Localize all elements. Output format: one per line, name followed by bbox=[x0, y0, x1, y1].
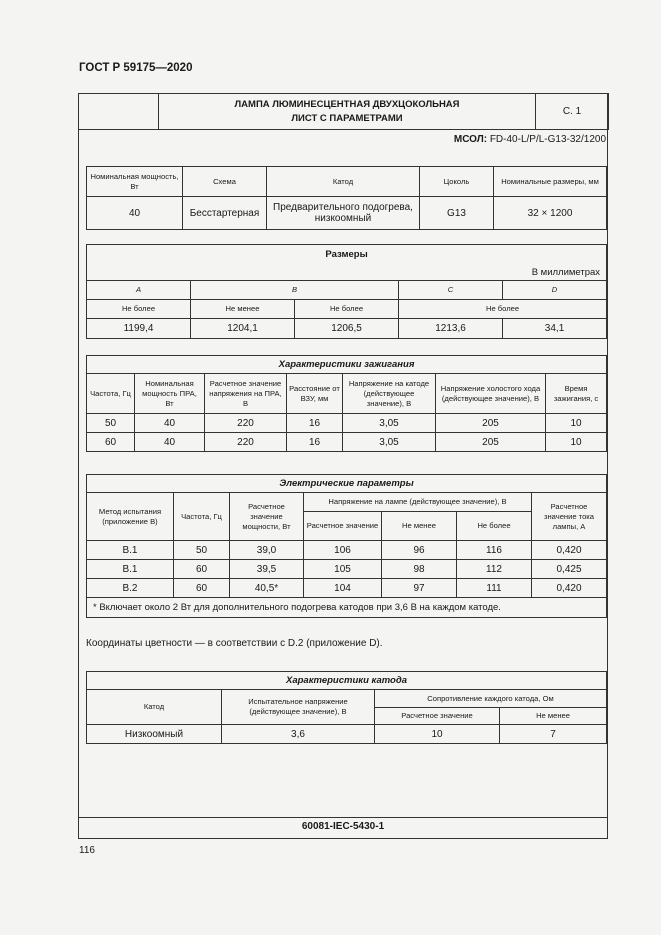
electrical-cell: 96 bbox=[382, 541, 457, 560]
electrical-cell: 50 bbox=[174, 541, 230, 560]
electrical-header: Расчетное значение тока лампы, А bbox=[532, 493, 607, 541]
dimensions-title: Размеры bbox=[87, 245, 607, 265]
title-block bbox=[78, 93, 609, 130]
main-header: Номинальные размеры, мм bbox=[494, 167, 607, 197]
electrical-cell: 97 bbox=[382, 579, 457, 598]
electrical-cell: 0,420 bbox=[532, 579, 607, 598]
ignition-cell: 40 bbox=[135, 414, 205, 433]
cathode-cell: 3,6 bbox=[222, 725, 375, 744]
electrical-title: Электрические параметры bbox=[87, 475, 607, 493]
ignition-header: Расстояние от ВЗУ, мм bbox=[287, 374, 343, 414]
ignition-cell: 3,05 bbox=[343, 433, 436, 452]
electrical-header: Метод испытания (приложение B) bbox=[87, 493, 174, 541]
ignition-title: Характеристики зажигания bbox=[87, 356, 607, 374]
ignition-cell: 220 bbox=[205, 414, 287, 433]
ignition-cell: 3,05 bbox=[343, 414, 436, 433]
sheet-title bbox=[159, 94, 536, 130]
mcol-value: FD-40-L/P/L-G13-32/1200 bbox=[489, 134, 606, 145]
dimensions-table bbox=[86, 244, 607, 339]
cathode-header: Сопротивление каждого катода, Ом bbox=[375, 690, 607, 708]
main-value: Бесстартерная bbox=[183, 197, 267, 230]
cathode-cell: Низкоомный bbox=[87, 725, 222, 744]
electrical-cell: 0,420 bbox=[532, 541, 607, 560]
dimensions-unit: В миллиметрах bbox=[87, 265, 607, 281]
dim-limit: Не более bbox=[295, 300, 399, 319]
ignition-cell: 16 bbox=[287, 414, 343, 433]
ignition-table bbox=[86, 355, 607, 452]
electrical-header: Расчетное значение мощности, Вт bbox=[230, 493, 304, 541]
dim-letter: A bbox=[87, 281, 191, 300]
ignition-header: Частота, Гц bbox=[87, 374, 135, 414]
ignition-cell: 50 bbox=[87, 414, 135, 433]
cathode-cell: 7 bbox=[500, 725, 607, 744]
ignition-cell: 10 bbox=[546, 414, 607, 433]
main-header: Номинальная мощность, Вт bbox=[87, 167, 183, 197]
cathode-subheader: Расчетное значение bbox=[375, 708, 500, 725]
dim-letter: D bbox=[503, 281, 607, 300]
ignition-header: Напряжение на катоде (действующее значение), В bbox=[343, 374, 436, 414]
electrical-cell: 40,5* bbox=[230, 579, 304, 598]
ignition-header: Номинальная мощность ПРА, Вт bbox=[135, 374, 205, 414]
electrical-subheader: Расчетное значение bbox=[304, 512, 382, 541]
electrical-footnote: * Включает около 2 Вт для дополнительного подогрева катодов при 3,6 В на каждом катоде. bbox=[87, 598, 607, 618]
ignition-cell: 40 bbox=[135, 433, 205, 452]
electrical-cell: 105 bbox=[304, 560, 382, 579]
main-value: 32 × 1200 bbox=[494, 197, 607, 230]
electrical-cell: 60 bbox=[174, 560, 230, 579]
dim-value: 1204,1 bbox=[191, 319, 295, 339]
ignition-cell: 205 bbox=[436, 433, 546, 452]
footer-divider bbox=[78, 817, 608, 818]
main-value: G13 bbox=[420, 197, 494, 230]
electrical-cell: 111 bbox=[457, 579, 532, 598]
ignition-header: Расчетное значение напряжения на ПРА, В bbox=[205, 374, 287, 414]
main-value: Предварительного подогрева, низкоомный bbox=[267, 197, 420, 230]
main-header: Схема bbox=[183, 167, 267, 197]
electrical-header: Напряжение на лампе (действующее значение), В bbox=[304, 493, 532, 512]
dim-value: 1199,4 bbox=[87, 319, 191, 339]
cathode-title: Характеристики катода bbox=[87, 672, 607, 690]
dim-value: 34,1 bbox=[503, 319, 607, 339]
ignition-cell: 16 bbox=[287, 433, 343, 452]
electrical-cell: B.2 bbox=[87, 579, 174, 598]
page-number: 116 bbox=[79, 845, 95, 856]
electrical-header: Частота, Гц bbox=[174, 493, 230, 541]
dim-value: 1213,6 bbox=[399, 319, 503, 339]
standard-number: ГОСТ Р 59175—2020 bbox=[79, 62, 193, 74]
mcol-code bbox=[454, 134, 606, 145]
dim-letter: C bbox=[399, 281, 503, 300]
main-header: Цоколь bbox=[420, 167, 494, 197]
electrical-cell: 39,0 bbox=[230, 541, 304, 560]
cathode-cell: 10 bbox=[375, 725, 500, 744]
electrical-cell: 60 bbox=[174, 579, 230, 598]
electrical-cell: 98 bbox=[382, 560, 457, 579]
electrical-cell: 0,425 bbox=[532, 560, 607, 579]
cathode-subheader: Не менее bbox=[500, 708, 607, 725]
ignition-cell: 205 bbox=[436, 414, 546, 433]
sheet-title-line1: ЛАМПА ЛЮМИНЕСЦЕНТНАЯ ДВУХЦОКОЛЬНАЯ bbox=[234, 98, 460, 110]
electrical-table bbox=[86, 474, 607, 618]
main-header: Катод bbox=[267, 167, 420, 197]
ignition-header: Время зажигания, с bbox=[546, 374, 607, 414]
dim-letter: B bbox=[191, 281, 399, 300]
ignition-cell: 220 bbox=[205, 433, 287, 452]
sheet-title-line2: ЛИСТ С ПАРАМЕТРАМИ bbox=[291, 112, 403, 124]
electrical-cell: B.1 bbox=[87, 560, 174, 579]
electrical-cell: B.1 bbox=[87, 541, 174, 560]
electrical-cell: 104 bbox=[304, 579, 382, 598]
chromaticity-note: Координаты цветности — в соответствии с D.2 (приложение D). bbox=[86, 638, 383, 649]
mcol-label: МСОЛ: bbox=[453, 134, 488, 145]
main-value: 40 bbox=[87, 197, 183, 230]
title-empty-cell bbox=[79, 94, 159, 130]
main-params-table bbox=[86, 166, 607, 230]
electrical-subheader: Не более bbox=[457, 512, 532, 541]
dim-value: 1206,5 bbox=[295, 319, 399, 339]
dim-limit: Не менее bbox=[191, 300, 295, 319]
footer-code: 60081-IEC-5430-1 bbox=[301, 821, 385, 832]
cathode-header: Катод bbox=[87, 690, 222, 725]
sheet-number: С. 1 bbox=[536, 94, 609, 130]
electrical-cell: 39,5 bbox=[230, 560, 304, 579]
dim-limit: Не более bbox=[399, 300, 607, 319]
electrical-cell: 116 bbox=[457, 541, 532, 560]
ignition-cell: 60 bbox=[87, 433, 135, 452]
ignition-header: Напряжение холостого хода (действующее значение), В bbox=[436, 374, 546, 414]
electrical-subheader: Не менее bbox=[382, 512, 457, 541]
electrical-cell: 106 bbox=[304, 541, 382, 560]
cathode-header: Испытательное напряжение (действующее значение), В bbox=[222, 690, 375, 725]
ignition-cell: 10 bbox=[546, 433, 607, 452]
cathode-table bbox=[86, 671, 607, 744]
dim-limit: Не более bbox=[87, 300, 191, 319]
electrical-cell: 112 bbox=[457, 560, 532, 579]
